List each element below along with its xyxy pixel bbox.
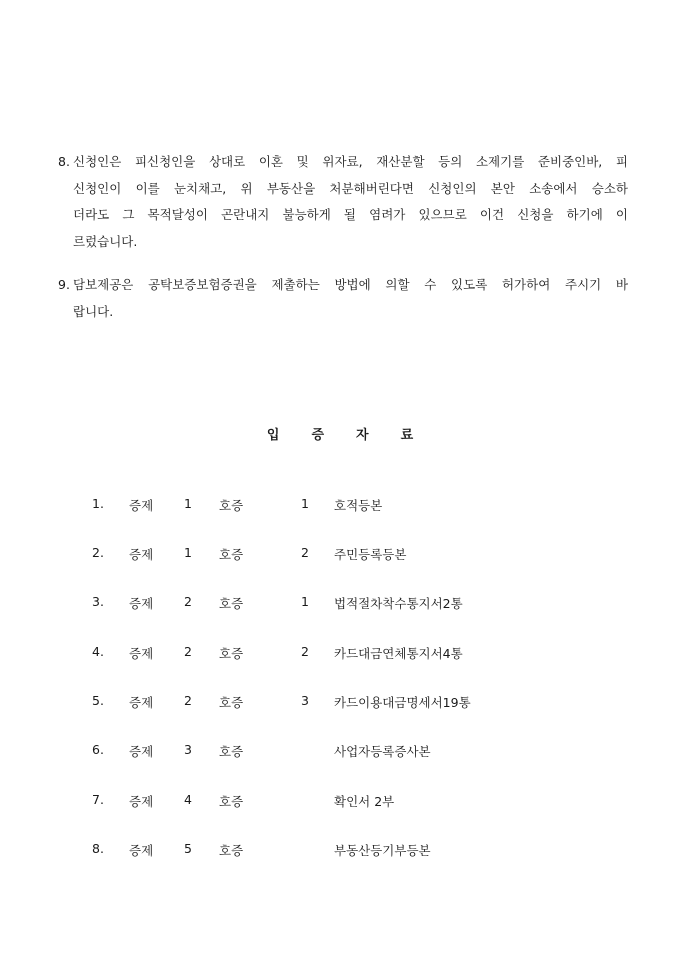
title-char: 료 [400,428,414,443]
evidence-ho: 호증 [219,695,244,710]
evidence-number: 3. [92,594,104,609]
evidence-ho: 호증 [219,596,244,611]
evidence-row [0,841,680,863]
evidence-exhibit-number: 3 [184,742,192,757]
evidence-kind: 증제 [129,843,154,858]
evidence-row [0,792,680,814]
paragraph-line: 랍니다. [73,303,114,319]
paragraph-line: 신청인이 이를 눈치채고, 위 부동산을 처분해버린다면 신청인의 본안 소송에서 승소하 [73,180,628,196]
evidence-description: 주민등록등본 [334,547,407,562]
evidence-exhibit-number: 4 [184,792,192,807]
evidence-exhibit-number: 2 [184,644,192,659]
evidence-kind: 증제 [129,547,154,562]
evidence-description: 카드이용대금명세서19통 [334,695,471,710]
evidence-kind: 증제 [129,695,154,710]
evidence-kind: 증제 [129,646,154,661]
evidence-number: 8. [92,841,104,856]
evidence-section-title [0,424,680,443]
evidence-description: 확인서 2부 [334,794,395,809]
evidence-description: 카드대금연체통지서4통 [334,646,463,661]
paragraph-number: 8. [58,154,70,169]
evidence-exhibit-number: 2 [184,594,192,609]
evidence-ho: 호증 [219,547,244,562]
evidence-description: 사업자등록증사본 [334,744,431,759]
evidence-number: 2. [92,545,104,560]
paragraph-9 [58,272,628,325]
evidence-kind: 증제 [129,498,154,513]
evidence-row [0,496,680,518]
evidence-row [0,644,680,666]
evidence-sub-number: 1 [301,496,309,511]
evidence-sub-number: 2 [301,644,309,659]
evidence-exhibit-number: 5 [184,841,192,856]
title-char: 입 [266,428,280,443]
evidence-row [0,594,680,616]
evidence-description: 호적등본 [334,498,383,513]
evidence-kind: 증제 [129,794,154,809]
evidence-number: 5. [92,693,104,708]
paragraph-line: 신청인은 피신청인을 상대로 이혼 및 위자료, 재산분할 등의 소제기를 준비중인바, 피 [73,154,628,169]
evidence-ho: 호증 [219,646,244,661]
evidence-kind: 증제 [129,744,154,759]
evidence-exhibit-number: 1 [184,545,192,560]
evidence-sub-number: 3 [301,693,309,708]
title-char: 자 [356,428,369,443]
evidence-ho: 호증 [219,498,244,513]
paragraph-line: 담보제공은 공탁보증보험증권을 제출하는 방법에 의할 수 있도록 허가하여 주시기 바 [73,277,628,292]
evidence-sub-number: 1 [301,594,309,609]
evidence-exhibit-number: 2 [184,693,192,708]
paragraph-line: 더라도 그 목적달성이 곤란내지 불능하게 될 염려가 있으므로 이건 신청을 하기에 이 [73,207,628,222]
evidence-row [0,693,680,715]
evidence-number: 6. [92,742,104,757]
paragraph-number: 9. [58,277,70,292]
evidence-ho: 호증 [219,744,244,759]
evidence-description: 부동산등기부등본 [334,843,431,858]
evidence-number: 4. [92,644,104,659]
evidence-row [0,742,680,764]
paragraph-8 [58,149,628,255]
evidence-number: 7. [92,792,104,807]
evidence-ho: 호증 [219,794,244,809]
paragraph-line: 르렀습니다. [73,233,138,249]
evidence-exhibit-number: 1 [184,496,192,511]
evidence-sub-number: 2 [301,545,309,560]
evidence-ho: 호증 [219,843,244,858]
evidence-row [0,545,680,567]
evidence-description: 법적절차착수통지서2통 [334,596,463,611]
evidence-number: 1. [92,496,104,511]
evidence-kind: 증제 [129,596,154,611]
title-char: 증 [311,428,324,443]
